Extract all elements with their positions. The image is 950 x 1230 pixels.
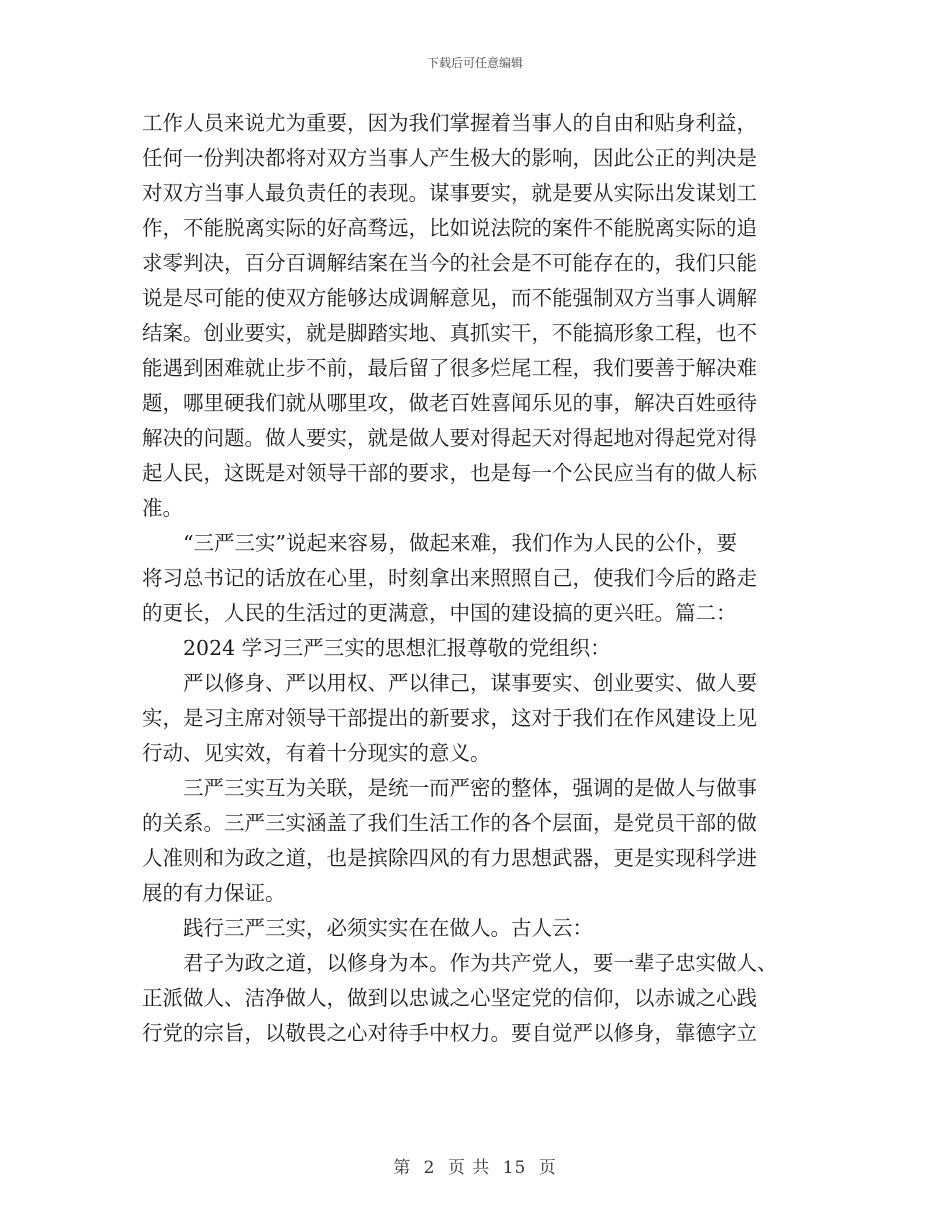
text-line: 行党的宗旨，以敬畏之心对待手中权力。要自觉严以修身，靠德字立 — [142, 1021, 757, 1045]
text-line: 对双方当事人最负责任的表现。谋事要实，就是要从实际出发谋划工 — [142, 181, 757, 205]
text-line: 正派做人、洁净做人，做到以忠诚之心坚定党的信仰，以赤诚之心践 — [142, 986, 757, 1010]
document-body — [142, 106, 808, 1051]
text-line: 任何一份判决都将对双方当事人产生极大的影响，因此公正的判决是 — [142, 146, 757, 170]
text-line: 践行三严三实，必须实实在在做人。古人云： — [142, 916, 593, 940]
text-line: 解决的问题。做人要实，就是做人要对得起天对得起地对得起党对得 — [142, 426, 757, 450]
text-line: 将习总书记的话放在心里，时刻拿出来照照自己，使我们今后的路走 — [142, 566, 757, 590]
text-line: 严以修身、严以用权、严以律己，谋事要实、创业要实、做人要 — [142, 671, 757, 695]
text-line: 能遇到困难就止步不前，最后留了很多烂尾工程，我们要善于解决难 — [142, 356, 757, 380]
text-line: 实，是习主席对领导干部提出的新要求，这对于我们在作风建设上见 — [142, 706, 757, 730]
text-line: 工作人员来说尤为重要，因为我们掌握着当事人的自由和贴身利益， — [142, 111, 757, 135]
text-line: “三严三实”说起来容易，做起来难，我们作为人民的公仆，要 — [142, 531, 737, 555]
text-line: 说是尽可能的使双方能够达成调解意见，而不能强制双方当事人调解 — [142, 286, 757, 310]
text-line: 行动、见实效，有着十分现实的意义。 — [142, 741, 491, 765]
text-line: 求零判决，百分百调解结案在当今的社会是不可能存在的，我们只能 — [142, 251, 757, 275]
text-line: 君子为政之道，以修身为本。作为共产党人，要一辈子忠实做人、 — [142, 951, 778, 975]
text-line: 题，哪里硬我们就从哪里攻，做老百姓喜闻乐见的事，解决百姓亟待 — [142, 391, 757, 415]
text-line: 的更长，人民的生活过的更满意，中国的建设搞的更兴旺。篇二： — [142, 601, 737, 625]
text-line: 结案。创业要实，就是脚踏实地、真抓实干，不能搞形象工程，也不 — [142, 321, 757, 345]
footer-suffix: 页 — [538, 1158, 557, 1178]
total-pages: 15 — [502, 1158, 527, 1178]
text-line: 三严三实互为关联，是统一而严密的整体，强调的是做人与做事 — [142, 776, 757, 800]
footer-prefix: 第 — [393, 1158, 412, 1178]
footer-mid: 页 共 — [447, 1158, 491, 1178]
text-line: 2024 学习三严三实的思想汇报尊敬的党组织： — [142, 636, 611, 660]
page-number: 2 — [423, 1158, 436, 1178]
text-line: 展的有力保证。 — [142, 881, 286, 905]
page-footer — [0, 1153, 950, 1178]
text-line: 的关系。三严三实涵盖了我们生活工作的各个层面，是党员干部的做 — [142, 811, 757, 835]
page-header: 下载后可任意编辑 — [426, 56, 523, 70]
text-line: 作，不能脱离实际的好高骛远，比如说法院的案件不能脱离实际的追 — [142, 216, 757, 240]
text-line: 人准则和为政之道，也是摈除四风的有力思想武器，更是实现科学进 — [142, 846, 757, 870]
text-line: 准。 — [142, 496, 183, 520]
text-line: 起人民，这既是对领导干部的要求，也是每一个公民应当有的做人标 — [142, 461, 757, 485]
